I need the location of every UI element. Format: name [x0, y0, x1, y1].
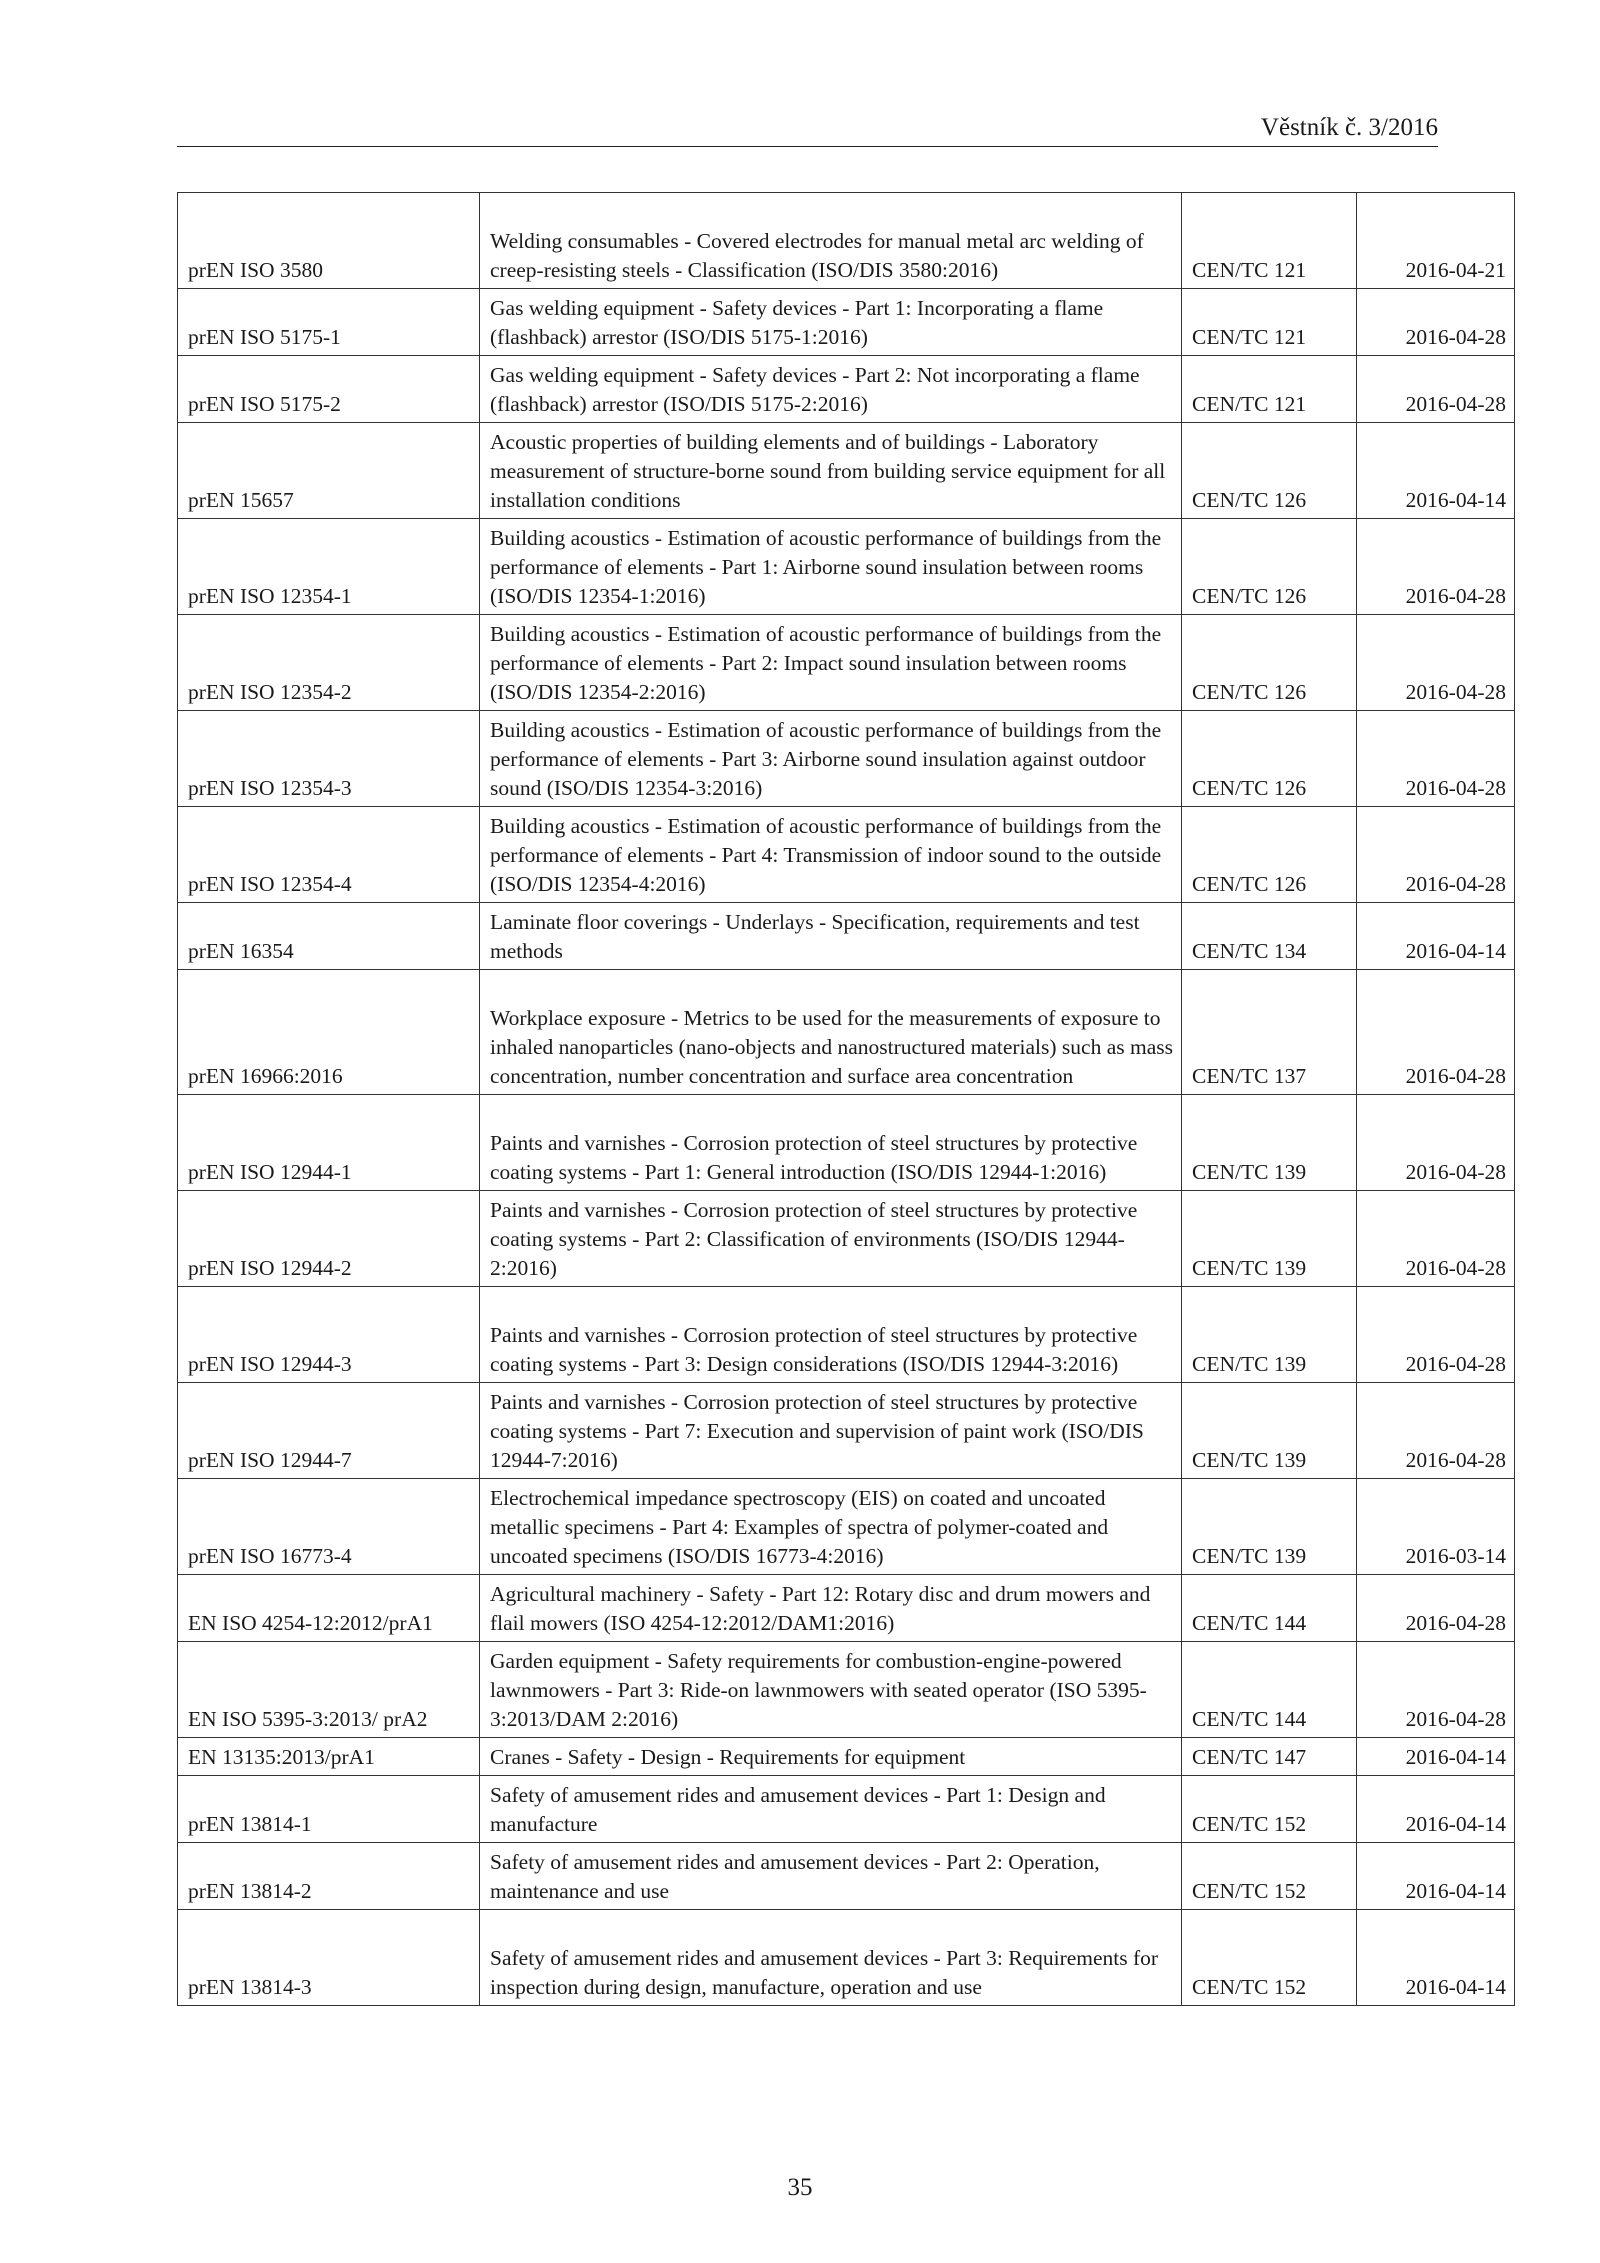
committee-cell: CEN/TC 126: [1182, 807, 1357, 903]
standard-title-cell: Paints and varnishes - Corrosion protection of steel structures by protective coating systems - Part 1: General introduction (ISO/DIS 12944-1:2016): [480, 1095, 1182, 1191]
date-cell: 2016-04-28: [1357, 289, 1515, 356]
table-row: [178, 356, 1515, 423]
standard-title-cell: Building acoustics - Estimation of acoustic performance of buildings from the performance of elements - Part 2: Impact sound insulation between rooms (ISO/DIS 12354-2:2016): [480, 615, 1182, 711]
page-header: [177, 110, 1438, 147]
committee-cell: CEN/TC 144: [1182, 1642, 1357, 1738]
date-cell: 2016-04-28: [1357, 1191, 1515, 1287]
standard-title-cell: Workplace exposure - Metrics to be used for the measurements of exposure to inhaled nanoparticles (nano-objects and nanostructured materials) such as mass concentration, number concentration and surface area concentration: [480, 970, 1182, 1095]
committee-cell: CEN/TC 126: [1182, 615, 1357, 711]
committee-cell: CEN/TC 152: [1182, 1843, 1357, 1910]
standard-code-cell: prEN ISO 5175-2: [178, 356, 480, 423]
date-cell: 2016-04-21: [1357, 193, 1515, 289]
table-row: [178, 1383, 1515, 1479]
standards-table: [177, 192, 1515, 2006]
date-cell: 2016-04-14: [1357, 1776, 1515, 1843]
standard-code-cell: prEN ISO 12354-3: [178, 711, 480, 807]
page-number: 35: [787, 2174, 813, 2201]
committee-cell: CEN/TC 126: [1182, 423, 1357, 519]
date-cell: 2016-03-14: [1357, 1479, 1515, 1575]
standard-title-cell: Paints and varnishes - Corrosion protection of steel structures by protective coating systems - Part 7: Execution and supervision of paint work (ISO/DIS 12944-7:2016): [480, 1383, 1182, 1479]
table-row: [178, 519, 1515, 615]
standard-code-cell: EN 13135:2013/prA1: [178, 1738, 480, 1776]
standard-title-cell: Gas welding equipment - Safety devices - Part 2: Not incorporating a flame (flashback) arrestor (ISO/DIS 5175-2:2016): [480, 356, 1182, 423]
date-cell: 2016-04-14: [1357, 1910, 1515, 2006]
standard-code-cell: prEN ISO 12944-1: [178, 1095, 480, 1191]
table-row: [178, 1479, 1515, 1575]
date-cell: 2016-04-28: [1357, 1642, 1515, 1738]
standard-title-cell: Paints and varnishes - Corrosion protection of steel structures by protective coating systems - Part 3: Design considerations (ISO/DIS 12944-3:2016): [480, 1287, 1182, 1383]
date-cell: 2016-04-14: [1357, 1843, 1515, 1910]
table-row: [178, 1575, 1515, 1642]
table-row: [178, 1738, 1515, 1776]
table-row: [178, 615, 1515, 711]
date-cell: 2016-04-28: [1357, 1383, 1515, 1479]
standard-title-cell: Garden equipment - Safety requirements for combustion-engine-powered lawnmowers - Part 3: Ride-on lawnmowers with seated operator (ISO 5395-3:2013/DAM 2:2016): [480, 1642, 1182, 1738]
standard-code-cell: prEN 16966:2016: [178, 970, 480, 1095]
date-cell: 2016-04-14: [1357, 903, 1515, 970]
standard-code-cell: prEN ISO 12944-7: [178, 1383, 480, 1479]
table-row: [178, 711, 1515, 807]
standard-title-cell: Electrochemical impedance spectroscopy (EIS) on coated and uncoated metallic specimens - Part 4: Examples of spectra of polymer-coated and uncoated specimens (ISO/DIS 16773-4:2016): [480, 1479, 1182, 1575]
standard-title-cell: Safety of amusement rides and amusement devices - Part 1: Design and manufacture: [480, 1776, 1182, 1843]
table-row: [178, 1776, 1515, 1843]
standard-code-cell: prEN ISO 12944-3: [178, 1287, 480, 1383]
committee-cell: CEN/TC 139: [1182, 1095, 1357, 1191]
date-cell: 2016-04-28: [1357, 1287, 1515, 1383]
standard-code-cell: prEN 15657: [178, 423, 480, 519]
committee-cell: CEN/TC 144: [1182, 1575, 1357, 1642]
standard-code-cell: EN ISO 5395-3:2013/ prA2: [178, 1642, 480, 1738]
date-cell: 2016-04-28: [1357, 807, 1515, 903]
date-cell: 2016-04-14: [1357, 423, 1515, 519]
table-row: [178, 1843, 1515, 1910]
standard-title-cell: Safety of amusement rides and amusement devices - Part 3: Requirements for inspection during design, manufacture, operation and use: [480, 1910, 1182, 2006]
standard-code-cell: prEN ISO 12944-2: [178, 1191, 480, 1287]
committee-cell: CEN/TC 126: [1182, 519, 1357, 615]
standard-title-cell: Gas welding equipment - Safety devices - Part 1: Incorporating a flame (flashback) arrestor (ISO/DIS 5175-1:2016): [480, 289, 1182, 356]
date-cell: 2016-04-28: [1357, 615, 1515, 711]
standard-title-cell: Acoustic properties of building elements and of buildings - Laboratory measurement of structure-borne sound from building service equipment for all installation conditions: [480, 423, 1182, 519]
date-cell: 2016-04-28: [1357, 1095, 1515, 1191]
standard-code-cell: prEN ISO 12354-4: [178, 807, 480, 903]
standard-title-cell: Building acoustics - Estimation of acoustic performance of buildings from the performance of elements - Part 1: Airborne sound insulation between rooms (ISO/DIS 12354-1:2016): [480, 519, 1182, 615]
committee-cell: CEN/TC 152: [1182, 1776, 1357, 1843]
standard-title-cell: Laminate floor coverings - Underlays - Specification, requirements and test methods: [480, 903, 1182, 970]
table-row: [178, 289, 1515, 356]
standard-code-cell: EN ISO 4254-12:2012/prA1: [178, 1575, 480, 1642]
committee-cell: CEN/TC 147: [1182, 1738, 1357, 1776]
committee-cell: CEN/TC 139: [1182, 1479, 1357, 1575]
committee-cell: CEN/TC 121: [1182, 289, 1357, 356]
standard-code-cell: prEN ISO 12354-2: [178, 615, 480, 711]
committee-cell: CEN/TC 139: [1182, 1191, 1357, 1287]
date-cell: 2016-04-28: [1357, 519, 1515, 615]
standard-title-cell: Cranes - Safety - Design - Requirements for equipment: [480, 1738, 1182, 1776]
standard-code-cell: prEN ISO 12354-1: [178, 519, 480, 615]
table-row: [178, 1287, 1515, 1383]
standard-title-cell: Building acoustics - Estimation of acoustic performance of buildings from the performance of elements - Part 4: Transmission of indoor sound to the outside (ISO/DIS 12354-4:2016): [480, 807, 1182, 903]
standard-code-cell: prEN ISO 3580: [178, 193, 480, 289]
committee-cell: CEN/TC 137: [1182, 970, 1357, 1095]
standard-code-cell: prEN 13814-3: [178, 1910, 480, 2006]
date-cell: 2016-04-14: [1357, 1738, 1515, 1776]
table-row: [178, 193, 1515, 289]
table-row: [178, 1095, 1515, 1191]
standard-title-cell: Paints and varnishes - Corrosion protection of steel structures by protective coating systems - Part 2: Classification of environments (ISO/DIS 12944-2:2016): [480, 1191, 1182, 1287]
standard-title-cell: Agricultural machinery - Safety - Part 12: Rotary disc and drum mowers and flail mowers (ISO 4254-12:2012/DAM1:2016): [480, 1575, 1182, 1642]
table-row: [178, 903, 1515, 970]
table-row: [178, 1910, 1515, 2006]
standard-code-cell: prEN 13814-1: [178, 1776, 480, 1843]
standard-code-cell: prEN 13814-2: [178, 1843, 480, 1910]
committee-cell: CEN/TC 121: [1182, 193, 1357, 289]
committee-cell: CEN/TC 139: [1182, 1383, 1357, 1479]
standard-code-cell: prEN ISO 16773-4: [178, 1479, 480, 1575]
standard-code-cell: prEN ISO 5175-1: [178, 289, 480, 356]
table-row: [178, 807, 1515, 903]
table-row: [178, 423, 1515, 519]
date-cell: 2016-04-28: [1357, 356, 1515, 423]
committee-cell: CEN/TC 126: [1182, 711, 1357, 807]
standard-code-cell: prEN 16354: [178, 903, 480, 970]
standard-title-cell: Building acoustics - Estimation of acoustic performance of buildings from the performance of elements - Part 3: Airborne sound insulation against outdoor sound (ISO/DIS 12354-3:2016): [480, 711, 1182, 807]
table-row: [178, 1642, 1515, 1738]
committee-cell: CEN/TC 152: [1182, 1910, 1357, 2006]
journal-title: Věstník č. 3/2016: [1260, 114, 1438, 141]
committee-cell: CEN/TC 121: [1182, 356, 1357, 423]
table-row: [178, 970, 1515, 1095]
committee-cell: CEN/TC 139: [1182, 1287, 1357, 1383]
date-cell: 2016-04-28: [1357, 711, 1515, 807]
table-row: [178, 1191, 1515, 1287]
date-cell: 2016-04-28: [1357, 1575, 1515, 1642]
standards-table-body: [178, 193, 1515, 2006]
committee-cell: CEN/TC 134: [1182, 903, 1357, 970]
standard-title-cell: Welding consumables - Covered electrodes for manual metal arc welding of creep-resisting steels - Classification (ISO/DIS 3580:2016): [480, 193, 1182, 289]
date-cell: 2016-04-28: [1357, 970, 1515, 1095]
standard-title-cell: Safety of amusement rides and amusement devices - Part 2: Operation, maintenance and use: [480, 1843, 1182, 1910]
